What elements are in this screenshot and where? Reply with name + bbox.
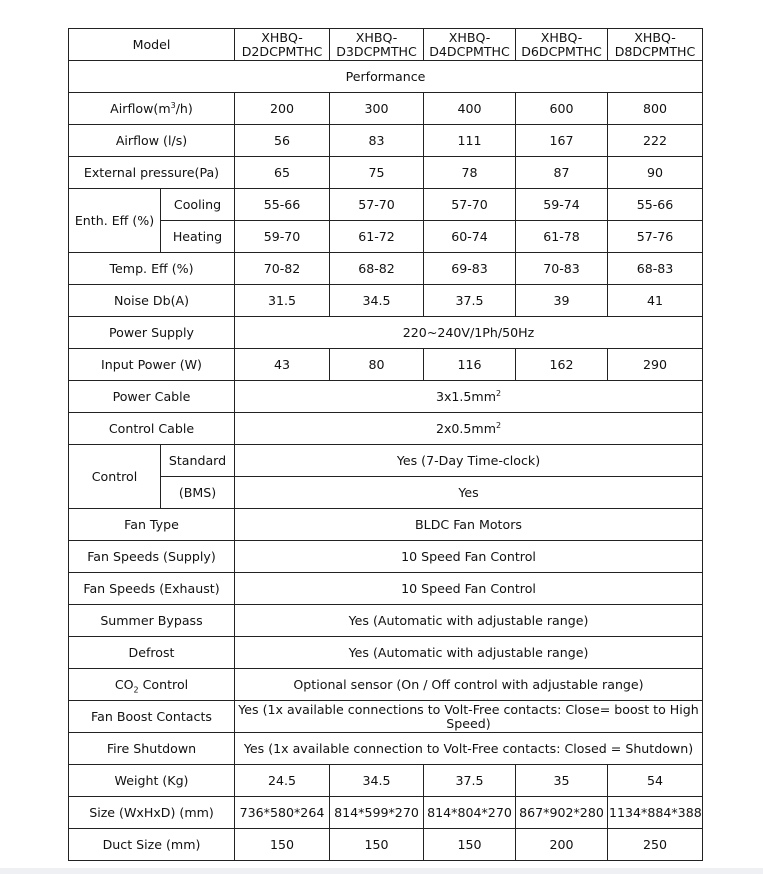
- cell-value: 61-78: [516, 221, 608, 253]
- model-header-d3: XHBQ- D3DCPMTHC: [330, 29, 424, 61]
- cell-value: 1134*884*388: [608, 797, 703, 829]
- fan-speeds-exhaust-row: [69, 573, 703, 605]
- cell-value: 78: [424, 157, 516, 189]
- input-power-row: [69, 349, 703, 381]
- cell-value: 54: [608, 765, 703, 797]
- cell-value: Yes (Automatic with adjustable range): [235, 605, 703, 637]
- duct-size-row: [69, 829, 703, 861]
- airflow-ls-row: [69, 125, 703, 157]
- cell-value: 75: [330, 157, 424, 189]
- sub-label: Cooling: [161, 189, 235, 221]
- cell-value: 222: [608, 125, 703, 157]
- cell-value: 10 Speed Fan Control: [235, 541, 703, 573]
- row-label: Noise Db(A): [69, 285, 235, 317]
- sub-label: Standard: [161, 445, 235, 477]
- cell-value: 68-83: [608, 253, 703, 285]
- cell-value: 68-82: [330, 253, 424, 285]
- weight-row: [69, 765, 703, 797]
- cell-value: Yes (1x available connections to Volt-Free contacts: Close= boost to High Speed): [235, 701, 703, 733]
- cell-value: 69-83: [424, 253, 516, 285]
- fan-type-row: [69, 509, 703, 541]
- cell-value: 65: [235, 157, 330, 189]
- cell-value: 35: [516, 765, 608, 797]
- cell-value: 200: [516, 829, 608, 861]
- model-header-d6: XHBQ- D6DCPMTHC: [516, 29, 608, 61]
- cell-value: 34.5: [330, 285, 424, 317]
- cell-value: 400: [424, 93, 516, 125]
- row-label: Fan Boost Contacts: [69, 701, 235, 733]
- cell-value: BLDC Fan Motors: [235, 509, 703, 541]
- cell-value: Optional sensor (On / Off control with adjustable range): [235, 669, 703, 701]
- model-header-row: [69, 29, 703, 61]
- cell-value: 70-82: [235, 253, 330, 285]
- cell-value: 59-70: [235, 221, 330, 253]
- cell-value: 167: [516, 125, 608, 157]
- row-label: Fan Speeds (Supply): [69, 541, 235, 573]
- cell-value: 61-72: [330, 221, 424, 253]
- row-label: Fire Shutdown: [69, 733, 235, 765]
- cell-value: 111: [424, 125, 516, 157]
- control-bms-row: [69, 477, 703, 509]
- cell-value: 39: [516, 285, 608, 317]
- model-header-d4: XHBQ- D4DCPMTHC: [424, 29, 516, 61]
- cell-value: 24.5: [235, 765, 330, 797]
- cell-value: 250: [608, 829, 703, 861]
- cell-value: 87: [516, 157, 608, 189]
- cell-value: 814*804*270: [424, 797, 516, 829]
- fan-speeds-supply-row: [69, 541, 703, 573]
- row-label: Size (WxHxD) (mm): [69, 797, 235, 829]
- page-bottom-edge: [0, 868, 763, 874]
- row-label: External pressure(Pa): [69, 157, 235, 189]
- cell-value: 150: [330, 829, 424, 861]
- row-label: Power Supply: [69, 317, 235, 349]
- row-label: Fan Type: [69, 509, 235, 541]
- cell-value: 600: [516, 93, 608, 125]
- sub-label: Heating: [161, 221, 235, 253]
- cell-value: 41: [608, 285, 703, 317]
- cell-value: 867*902*280: [516, 797, 608, 829]
- cell-value: Yes (1x available connection to Volt-Free contacts: Closed = Shutdown): [235, 733, 703, 765]
- external-pressure-row: [69, 157, 703, 189]
- performance-row: [69, 61, 703, 93]
- airflow-m3h-row: [69, 93, 703, 125]
- row-label: Input Power (W): [69, 349, 235, 381]
- row-label: $CO_2$ Control: [69, 669, 235, 701]
- spec-table: [68, 28, 703, 861]
- model-header-d2: XHBQ- D2DCPMTHC: [235, 29, 330, 61]
- row-label: Enth. Eff (%): [69, 189, 161, 253]
- cell-value: 800: [608, 93, 703, 125]
- cell-value: $3x1.5mm^2$: [235, 381, 703, 413]
- summer-bypass-row: [69, 605, 703, 637]
- row-label: Control Cable: [69, 413, 235, 445]
- enth-eff-heating-row: [69, 221, 703, 253]
- temp-eff-row: [69, 253, 703, 285]
- cell-value: 300: [330, 93, 424, 125]
- cell-value: 736*580*264: [235, 797, 330, 829]
- cell-value: 150: [235, 829, 330, 861]
- cell-value: Yes (7-Day Time-clock): [235, 445, 703, 477]
- cell-value: Yes: [235, 477, 703, 509]
- cell-value: 80: [330, 349, 424, 381]
- co2-control-row: [69, 669, 703, 701]
- cell-value: 34.5: [330, 765, 424, 797]
- cell-value: 290: [608, 349, 703, 381]
- noise-row: [69, 285, 703, 317]
- cell-value: 60-74: [424, 221, 516, 253]
- size-row: [69, 797, 703, 829]
- cell-value: 814*599*270: [330, 797, 424, 829]
- defrost-row: [69, 637, 703, 669]
- cell-value: 31.5: [235, 285, 330, 317]
- row-label: Defrost: [69, 637, 235, 669]
- cell-value: 37.5: [424, 285, 516, 317]
- control-cable-row: [69, 413, 703, 445]
- fire-shutdown-row: [69, 733, 703, 765]
- row-label: Control: [69, 445, 161, 509]
- row-label: Duct Size (mm): [69, 829, 235, 861]
- cell-value: 70-83: [516, 253, 608, 285]
- cell-value: 200: [235, 93, 330, 125]
- power-supply-row: [69, 317, 703, 349]
- cell-value: 43: [235, 349, 330, 381]
- cell-value: 57-76: [608, 221, 703, 253]
- cell-value: 37.5: [424, 765, 516, 797]
- cell-value: Yes (Automatic with adjustable range): [235, 637, 703, 669]
- cell-value: 83: [330, 125, 424, 157]
- row-label: Temp. Eff (%): [69, 253, 235, 285]
- cell-value: 59-74: [516, 189, 608, 221]
- model-header-d8: XHBQ- D8DCPMTHC: [608, 29, 703, 61]
- row-label: $Airflow(m^3/h)$: [69, 93, 235, 125]
- model-label: Model: [69, 29, 235, 61]
- fan-boost-row: [69, 701, 703, 733]
- enth-eff-cooling-row: [69, 189, 703, 221]
- cell-value: 55-66: [235, 189, 330, 221]
- cell-value: 150: [424, 829, 516, 861]
- cell-value: $2x0.5mm^2$: [235, 413, 703, 445]
- cell-value: 220~240V/1Ph/50Hz: [235, 317, 703, 349]
- performance-heading: Performance: [69, 61, 703, 93]
- cell-value: 57-70: [424, 189, 516, 221]
- row-label: Weight (Kg): [69, 765, 235, 797]
- cell-value: 56: [235, 125, 330, 157]
- cell-value: 90: [608, 157, 703, 189]
- cell-value: 55-66: [608, 189, 703, 221]
- cell-value: 57-70: [330, 189, 424, 221]
- cell-value: 116: [424, 349, 516, 381]
- cell-value: 162: [516, 349, 608, 381]
- control-standard-row: [69, 445, 703, 477]
- row-label: Fan Speeds (Exhaust): [69, 573, 235, 605]
- row-label: Airflow (l/s): [69, 125, 235, 157]
- sub-label: (BMS): [161, 477, 235, 509]
- row-label: Power Cable: [69, 381, 235, 413]
- power-cable-row: [69, 381, 703, 413]
- cell-value: 10 Speed Fan Control: [235, 573, 703, 605]
- row-label: Summer Bypass: [69, 605, 235, 637]
